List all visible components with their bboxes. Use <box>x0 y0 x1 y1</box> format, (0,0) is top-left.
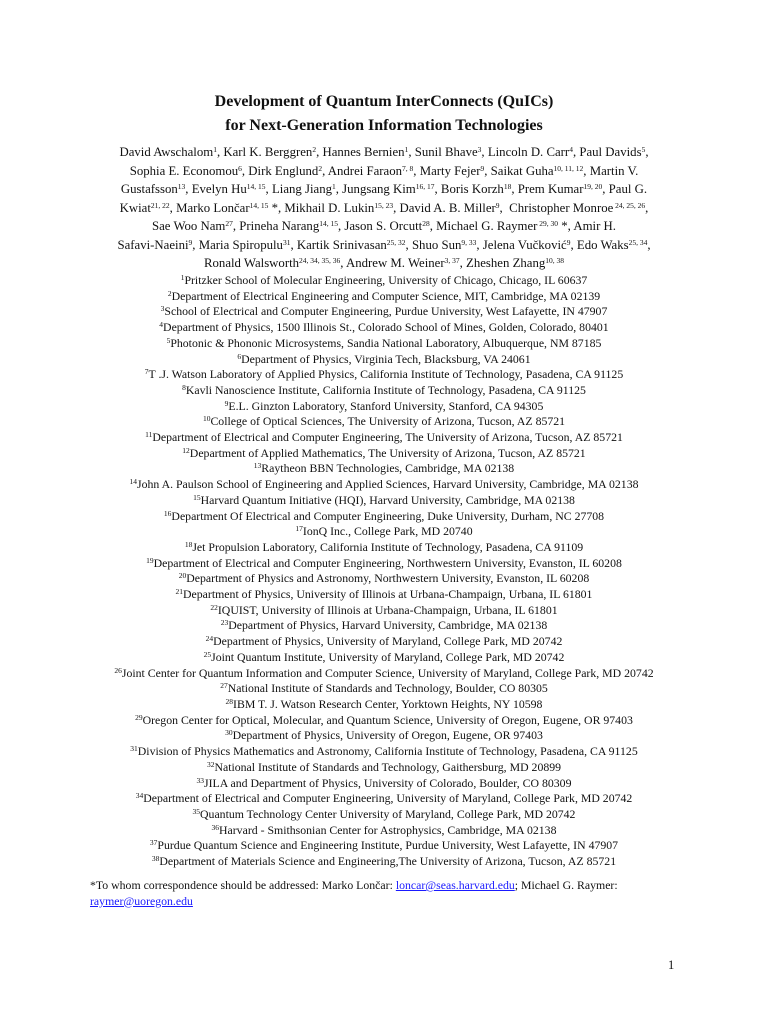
affiliation-item <box>0 618 768 634</box>
affiliation-item <box>0 838 768 854</box>
author-name: Sophia E. Economou <box>129 163 239 178</box>
author-name: Ronald Walsworth <box>203 256 300 270</box>
author-affiliation-marker: 31 <box>282 237 291 247</box>
affiliation-item <box>0 713 768 729</box>
author-name: Andrew M. Weiner <box>346 256 445 270</box>
author-separator: , <box>511 182 518 196</box>
affiliation-text: Department of Electrical and Computer Engineering, Northwestern University, Evanston, IL 60208 <box>153 555 622 570</box>
author-name: Edo Waks <box>576 237 629 252</box>
author-affiliation-marker: 28 <box>422 219 430 228</box>
affiliation-text: Department of Electrical and Computer Engineering, University of Maryland, College Park, MD 20742 <box>143 791 633 806</box>
author-name: Dirk Englund <box>248 163 319 178</box>
author-name: Marty Fejer <box>419 163 481 178</box>
author-name: Maria Spiropulu <box>198 237 283 252</box>
author-name: Jelena Vučković <box>482 237 567 252</box>
author-affiliation-marker: 9 <box>495 200 500 210</box>
author-separator: , <box>583 163 590 178</box>
author-separator: , <box>434 182 441 196</box>
author-affiliation-marker: 9 <box>188 237 193 247</box>
affiliation-item <box>0 430 768 446</box>
author-affiliation-marker: 6 <box>238 163 242 173</box>
author-list <box>0 143 768 273</box>
author-separator: , <box>645 200 649 215</box>
author-name: Prem Kumar <box>517 182 584 196</box>
author-affiliation-marker: 2 <box>312 145 317 154</box>
affiliation-text: Division of Physics Mathematics and Astronomy, California Institute of Technology, Pasadena, CA 91125 <box>137 744 638 759</box>
affiliation-number: 16 <box>163 508 172 518</box>
author-separator: , <box>316 145 323 159</box>
author-affiliation-marker: 19, 20 <box>583 182 603 191</box>
affiliation-number: 10 <box>202 414 211 424</box>
affiliation-text: Department of Physics and Astronomy, Northwestern University, Evanston, IL 60208 <box>186 571 590 586</box>
affiliation-item <box>0 320 768 336</box>
affiliation-item <box>0 367 768 383</box>
author-name: Karl K. Berggren <box>223 145 313 159</box>
affiliation-item <box>0 634 768 650</box>
affiliation-item <box>0 352 768 368</box>
affiliation-text: Jet Propulsion Laboratory, California Institute of Technology, Pasadena, CA 91109 <box>192 539 584 554</box>
affiliation-number: 8 <box>182 382 186 392</box>
affiliation-number: 27 <box>220 681 228 691</box>
affiliation-number: 19 <box>146 555 154 565</box>
author-affiliation-marker: 1 <box>332 182 336 191</box>
author-separator: , <box>481 145 488 159</box>
affiliation-number: 7 <box>144 367 149 377</box>
author-affiliation-marker: 3 <box>477 145 482 154</box>
author-affiliation-marker: 14, 15 <box>249 200 269 210</box>
author-name: Mikhail D. Lukin <box>284 200 375 215</box>
affiliation-number: 31 <box>130 744 138 754</box>
affiliation-item <box>0 383 768 399</box>
author-name: Paul G. <box>608 182 648 196</box>
author-separator: , <box>647 237 651 252</box>
affiliation-text: E.L. Ginzton Laboratory, Stanford University, Stanford, CA 94305 <box>228 398 544 413</box>
affiliation-number: 17 <box>295 524 303 534</box>
author-separator: , <box>340 256 346 270</box>
author-line <box>0 180 768 199</box>
affiliation-text: Department of Applied Mathematics, The University of Arizona, Tucson, AZ 85721 <box>189 445 586 460</box>
affiliation-item <box>0 854 768 870</box>
affiliation-item <box>0 791 768 807</box>
author-affiliation-marker: 18 <box>503 182 512 191</box>
affiliation-text: Photonic & Phononic Microsystems, Sandia National Laboratory, Albuquerque, NM 87185 <box>170 335 602 350</box>
author-line <box>0 199 768 218</box>
author-affiliation-marker: 9 <box>566 237 571 247</box>
affiliation-text: College of Optical Sciences, The University of Arizona, Tucson, AZ 85721 <box>210 414 566 429</box>
author-separator: , <box>169 200 177 215</box>
author-name: Kwiat <box>119 200 151 215</box>
author-name: David A. B. Miller <box>399 200 496 215</box>
author-affiliation-marker: 7, 8 <box>402 163 414 173</box>
affiliation-item <box>0 650 768 666</box>
author-separator: *, <box>558 219 574 233</box>
affiliation-item <box>0 556 768 572</box>
affiliation-text: Department of Electrical and Computer Engineering, The University of Arizona, Tucson, AZ 85721 <box>152 430 623 445</box>
author-separator: , <box>335 182 343 196</box>
author-separator: , <box>192 237 199 252</box>
author-name: Jason S. Orcutt <box>344 219 423 233</box>
author-affiliation-marker: 1 <box>213 145 217 154</box>
affiliation-item <box>0 571 768 587</box>
author-name: Amir H. <box>573 219 616 233</box>
affiliation-number: 23 <box>220 618 229 628</box>
author-affiliation-marker: 2 <box>318 163 323 173</box>
author-separator: , <box>572 145 580 159</box>
affiliation-number: 21 <box>175 587 184 597</box>
author-name: Lincoln D. Carr <box>487 145 570 159</box>
author-name: Jungsang Kim <box>342 182 416 196</box>
author-line <box>0 236 768 255</box>
author-name: Safavi-Naeini <box>117 237 189 252</box>
author-affiliation-marker: 4 <box>569 145 573 154</box>
affiliation-item <box>0 807 768 823</box>
affiliation-text: IonQ Inc., College Park, MD 20740 <box>302 524 473 539</box>
author-affiliation-marker: 15, 23 <box>374 200 394 210</box>
page-number: 1 <box>668 958 675 972</box>
affiliation-item <box>0 509 768 525</box>
author-separator: , <box>185 182 192 196</box>
affiliation-item <box>0 744 768 760</box>
author-name: Paul Davids <box>579 145 642 159</box>
affiliation-text: Department of Physics, University of Illinois at Urbana-Champaign, Urbana, IL 61801 <box>183 587 593 602</box>
author-affiliation-marker: 21, 22 <box>150 200 170 210</box>
author-name: Sae Woo Nam <box>152 219 226 233</box>
affiliation-number: 37 <box>149 838 158 848</box>
author-affiliation-marker: 9, 33 <box>461 237 477 247</box>
affiliation-item <box>0 336 768 352</box>
correspondence-prefix: *To whom correspondence should be addressed: Marko Lončar: <box>90 878 396 892</box>
paper-title-line-2: for Next-Generation Information Technologies <box>225 117 543 134</box>
author-separator: , <box>499 200 510 215</box>
affiliation-text: IQUIST, University of Illinois at Urbana-Champaign, Urbana, IL 61801 <box>217 602 558 617</box>
author-affiliation-marker: 5 <box>641 145 646 154</box>
author-separator: , <box>393 200 400 215</box>
author-separator: , <box>408 145 415 159</box>
affiliation-text: Quantum Technology Center University of Maryland, College Park, MD 20742 <box>200 806 576 821</box>
affiliation-number: 36 <box>211 822 219 832</box>
correspondence-note <box>90 878 710 909</box>
author-name: Prineha Narang <box>239 219 320 233</box>
author-affiliation-marker: 27 <box>225 219 233 228</box>
affiliation-number: 38 <box>151 854 160 864</box>
author-name: Gustafsson <box>120 182 178 196</box>
author-line <box>0 143 768 162</box>
affiliation-item <box>0 603 768 619</box>
author-line <box>0 162 768 181</box>
affiliation-text: Department of Physics, Harvard University, Cambridge, MA 02138 <box>228 618 548 633</box>
affiliation-number: 9 <box>224 398 229 408</box>
email-link-loncar[interactable]: loncar@seas.harvard.edu <box>395 878 515 892</box>
affiliation-number: 2 <box>167 288 172 298</box>
paper-title-line-1: Development of Quantum InterConnects (QuICs) <box>214 93 554 110</box>
affiliation-text: Department of Physics, 1500 Illinois St., Colorado School of Mines, Golden, Colorado, 80401 <box>163 320 609 335</box>
author-name: Michael G. Raymer <box>436 219 538 233</box>
author-affiliation-marker: 25, 32 <box>386 237 406 247</box>
affiliation-number: 1 <box>180 273 185 282</box>
affiliation-number: 34 <box>135 791 144 801</box>
affiliation-item <box>0 823 768 839</box>
correspondence-middle: ; Michael G. Raymer: <box>514 878 618 892</box>
author-name: Andrei Faraon <box>327 163 403 178</box>
author-affiliation-marker: 9 <box>480 163 485 173</box>
affiliation-text: Harvard Quantum Initiative (HQI), Harvard University, Cambridge, MA 02138 <box>200 492 575 507</box>
affiliation-text: Raytheon BBN Technologies, Cambridge, MA 02138 <box>261 461 515 476</box>
author-affiliation-marker: 29, 30 <box>537 219 559 228</box>
author-name: Boris Korzh <box>440 182 504 196</box>
author-affiliation-marker: 25, 34 <box>628 237 648 247</box>
affiliation-number: 15 <box>193 492 201 502</box>
author-name: Kartik Srinivasan <box>296 237 387 252</box>
author-affiliation-marker: 14, 15 <box>319 219 338 228</box>
affiliation-number: 35 <box>192 806 201 816</box>
affiliation-item <box>0 760 768 776</box>
author-separator: , <box>216 145 224 159</box>
author-separator: , <box>413 163 420 178</box>
author-name: David Awschalom <box>119 145 214 159</box>
affiliation-text: JILA and Department of Physics, University of Colorado, Boulder, CO 80309 <box>204 775 572 790</box>
affiliation-list <box>0 273 768 870</box>
author-name: Marko Lončar <box>176 200 250 215</box>
author-name: Saikat Guha <box>490 163 554 178</box>
author-separator: , <box>405 237 412 252</box>
author-affiliation-marker: 3, 37 <box>444 256 460 265</box>
author-separator: , <box>265 182 272 196</box>
author-name: Christopher Monroe <box>509 200 614 215</box>
email-link-raymer[interactable]: raymer@uoregon.edu <box>90 893 193 908</box>
author-name: Liang Jiang <box>271 182 333 196</box>
author-name: Zheshen Zhang <box>466 256 546 270</box>
affiliation-number: 11 <box>145 430 153 440</box>
affiliation-number: 5 <box>166 335 171 345</box>
affiliation-item <box>0 414 768 430</box>
affiliation-number: 4 <box>159 320 164 330</box>
affiliation-number: 14 <box>129 477 137 487</box>
author-affiliation-marker: 13 <box>177 182 186 191</box>
affiliation-text: Department of Electrical Engineering and Computer Science, MIT, Cambridge, MA 02139 <box>171 288 601 303</box>
affiliation-text: Joint Quantum Institute, University of Maryland, College Park, MD 20742 <box>211 649 565 664</box>
affiliation-number: 25 <box>203 649 212 659</box>
affiliation-item <box>0 728 768 744</box>
affiliation-text: Joint Center for Quantum Information and Computer Science, University of Maryland, College Park, MD 20742 <box>121 665 654 680</box>
affiliation-number: 33 <box>196 775 204 785</box>
author-separator: *, <box>268 200 285 215</box>
author-separator: , <box>570 237 577 252</box>
affiliation-item <box>0 446 768 462</box>
author-affiliation-marker: 16, 17 <box>415 182 435 191</box>
affiliation-number: 12 <box>182 445 190 455</box>
affiliation-number: 24 <box>205 634 214 644</box>
author-separator: , <box>232 219 240 233</box>
affiliation-item <box>0 697 768 713</box>
author-name: Evelyn Hu <box>191 182 247 196</box>
affiliation-item <box>0 304 768 320</box>
affiliation-item <box>0 776 768 792</box>
affiliation-number: 3 <box>160 304 165 314</box>
author-name: Shuo Sun <box>411 237 462 252</box>
author-separator: , <box>429 219 437 233</box>
author-line <box>0 254 768 273</box>
affiliation-item <box>0 587 768 603</box>
affiliation-number: 13 <box>253 461 262 471</box>
author-affiliation-marker: 1 <box>404 145 409 154</box>
affiliation-number: 32 <box>206 759 215 769</box>
affiliation-text: Department of Physics, University of Oregon, Eugene, OR 97403 <box>232 728 543 743</box>
author-separator: , <box>337 219 345 233</box>
author-separator: , <box>476 237 483 252</box>
affiliation-number: 20 <box>178 571 187 581</box>
affiliation-item <box>0 524 768 540</box>
affiliation-text: Department Of Electrical and Computer Engineering, Duke University, Durham, NC 27708 <box>171 508 605 523</box>
affiliation-item <box>0 289 768 305</box>
affiliation-text: Department of Physics, Virginia Tech, Blacksburg, VA 24061 <box>241 351 531 366</box>
author-name: Sunil Bhave <box>414 145 478 159</box>
author-affiliation-marker: 24, 34, 35, 36 <box>299 256 341 265</box>
affiliation-number: 26 <box>114 665 122 675</box>
author-separator: , <box>322 163 328 178</box>
author-separator: , <box>290 237 297 252</box>
affiliation-text: Kavli Nanoscience Institute, California Institute of Technology, Pasadena, CA 91125 <box>185 382 586 397</box>
affiliation-text: Harvard - Smithsonian Center for Astrophysics, Cambridge, MA 02138 <box>219 822 557 837</box>
affiliation-number: 22 <box>210 602 218 612</box>
author-separator: , <box>459 256 467 270</box>
affiliation-number: 28 <box>225 696 234 706</box>
affiliation-number: 29 <box>135 712 143 722</box>
author-affiliation-marker: 10, 11, 12 <box>553 163 584 173</box>
author-line <box>0 217 768 236</box>
affiliation-text: Department of Materials Science and Engineering,The University of Arizona, Tucson, AZ 85721 <box>159 854 617 869</box>
affiliation-text: National Institute of Standards and Technology, Boulder, CO 80305 <box>227 681 548 696</box>
affiliation-text: Department of Physics, University of Maryland, College Park, MD 20742 <box>213 634 563 649</box>
affiliation-item <box>0 399 768 415</box>
author-name: Martin V. <box>589 163 639 178</box>
affiliation-text: School of Electrical and Computer Engineering, Purdue University, West Lafayette, IN 47907 <box>164 304 608 319</box>
affiliation-text: Purdue Quantum Science and Engineering Institute, Purdue University, West Lafayette, IN 47907 <box>157 838 619 853</box>
affiliation-text: John A. Paulson School of Engineering and Applied Sciences, Harvard University, Cambridge, MA 02138 <box>136 477 639 492</box>
affiliation-item <box>0 666 768 682</box>
affiliation-text: Oregon Center for Optical, Molecular, and Quantum Science, University of Oregon, Eugene, OR 97403 <box>142 712 633 727</box>
author-separator: , <box>602 182 609 196</box>
affiliation-text: National Institute of Standards and Technology, Gaithersburg, MD 20899 <box>214 759 562 774</box>
affiliation-item <box>0 477 768 493</box>
author-affiliation-marker: 14, 15 <box>246 182 266 191</box>
affiliation-number: 30 <box>225 728 233 738</box>
author-separator: , <box>484 163 491 178</box>
affiliation-item <box>0 493 768 509</box>
affiliation-item <box>0 681 768 697</box>
affiliation-number: 6 <box>237 351 242 361</box>
affiliation-item <box>0 540 768 556</box>
affiliation-text: IBM T. J. Watson Research Center, Yorktown Heights, NY 10598 <box>233 696 543 711</box>
affiliation-text: T .J. Watson Laboratory of Applied Physics, California Institute of Technology, Pasadena, CA 91125 <box>148 367 624 382</box>
author-affiliation-marker: 24, 25, 26 <box>613 200 646 210</box>
author-name: Hannes Bernien <box>322 145 405 159</box>
author-separator: , <box>645 145 649 159</box>
affiliation-text: Pritzker School of Molecular Engineering, University of Chicago, Chicago, IL 60637 <box>184 273 588 287</box>
author-separator: , <box>241 163 249 178</box>
affiliation-number: 18 <box>184 539 193 549</box>
author-affiliation-marker: 10, 38 <box>545 256 565 265</box>
affiliation-item <box>0 273 768 289</box>
affiliation-item <box>0 461 768 477</box>
